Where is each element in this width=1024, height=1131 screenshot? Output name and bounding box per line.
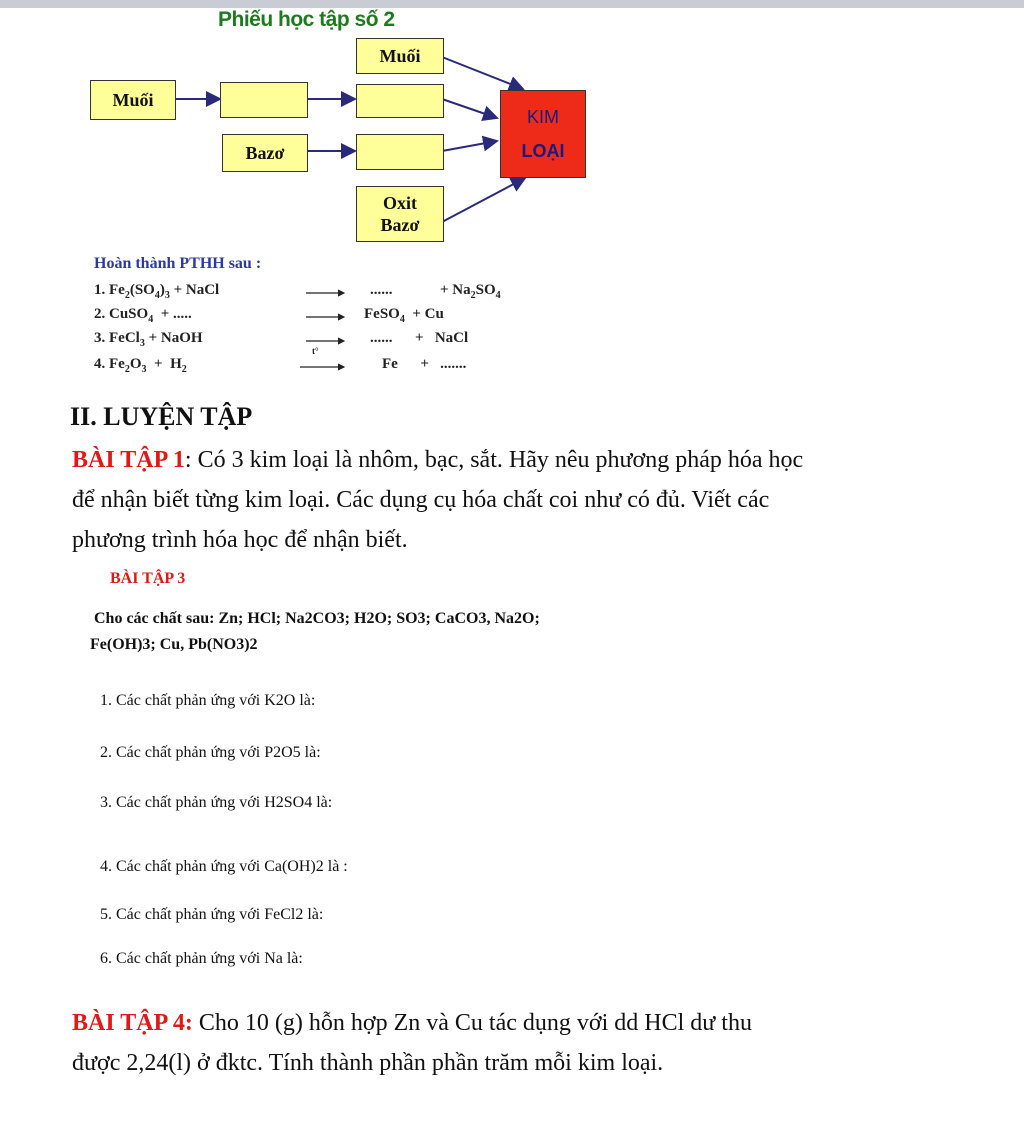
bt4-label: BÀI TẬP 4: (72, 1010, 193, 1036)
bt4-line1: BÀI TẬP 4: Cho 10 (g) hỗn hợp Zn và Cu tác dụng với dd HCl dư thu (72, 1010, 752, 1036)
box-oxit-line1: Oxit (383, 193, 417, 213)
bt1-label: BÀI TẬP 1 (72, 447, 185, 473)
bt3-item-3: 3. Các chất phản ứng với H2SO4 là: (100, 794, 333, 811)
equation-1-product-2: + $Na_2SO_4$ (440, 282, 501, 301)
bt1-line2: để nhận biết từng kim loại. Các dụng cụ hóa chất coi như có đủ. Viết các (72, 487, 770, 513)
equation-3: 3. FeCl$_3$ + NaOH (94, 330, 203, 349)
bt3-item-6: 6. Các chất phản ứng với Na là: (100, 950, 303, 967)
equation-2-product: FeSO$_4$ + Cu (364, 306, 444, 325)
equation-1-product: ...... (370, 282, 393, 298)
bt3-item-1: 1. Các chất phản ứng với K2O là: (100, 692, 316, 709)
equation-4-product: Fe + ....... (382, 356, 467, 372)
bt3-item-5: 5. Các chất phản ứng với FeCl2 là: (100, 906, 324, 923)
bt3-intro-2: Fe(OH)3; Cu, Pb(NO3)2 (90, 636, 258, 653)
equation-4: 4. $Fe_2O_3 + H_2$ (94, 356, 187, 375)
equation-4-condition: t° (312, 346, 319, 356)
kim-loai-line2: LOẠI (521, 141, 565, 161)
equation-arrows (0, 0, 1024, 400)
worksheet-title: Phiếu học tập số 2 (218, 8, 395, 31)
equation-3-product: ...... + NaCl (370, 330, 469, 346)
bt3-item-2: 2. Các chất phản ứng với P2O5 là: (100, 744, 321, 761)
equation-2: 2. CuSO$_4$ + ..... (94, 306, 192, 325)
bt3-intro: Cho các chất sau: Zn; HCl; Na2CO3; H2O; SO3; CaCO3, Na2O; (94, 610, 540, 627)
box-oxit-line2: Bazơ (380, 215, 420, 235)
bt3-label: BÀI TẬP 3 (110, 570, 186, 587)
box-muoi-left: Muối (90, 80, 176, 120)
section-heading: II. LUYỆN TẬP (70, 402, 253, 431)
equation-1: 1. $Fe_2(SO_4)_3$ + NaCl (94, 282, 220, 301)
box-bazo: Bazơ (222, 134, 308, 172)
bt1-line1: BÀI TẬP 1: Có 3 kim loại là nhôm, bạc, sắt. Hãy nêu phương pháp hóa học (72, 447, 804, 473)
equations-title: Hoàn thành PTHH sau : (94, 255, 262, 272)
bt3-item-4: 4. Các chất phản ứng với Ca(OH)2 là : (100, 858, 348, 875)
bt1-line3: phương trình hóa học để nhận biết. (72, 527, 408, 553)
bt4-line2: được 2,24(l) ở đktc. Tính thành phần phần trăm mỗi kim loại. (72, 1050, 664, 1076)
kim-loai-line1: KIM (526, 107, 559, 127)
box-muoi-top: Muối (356, 38, 444, 74)
